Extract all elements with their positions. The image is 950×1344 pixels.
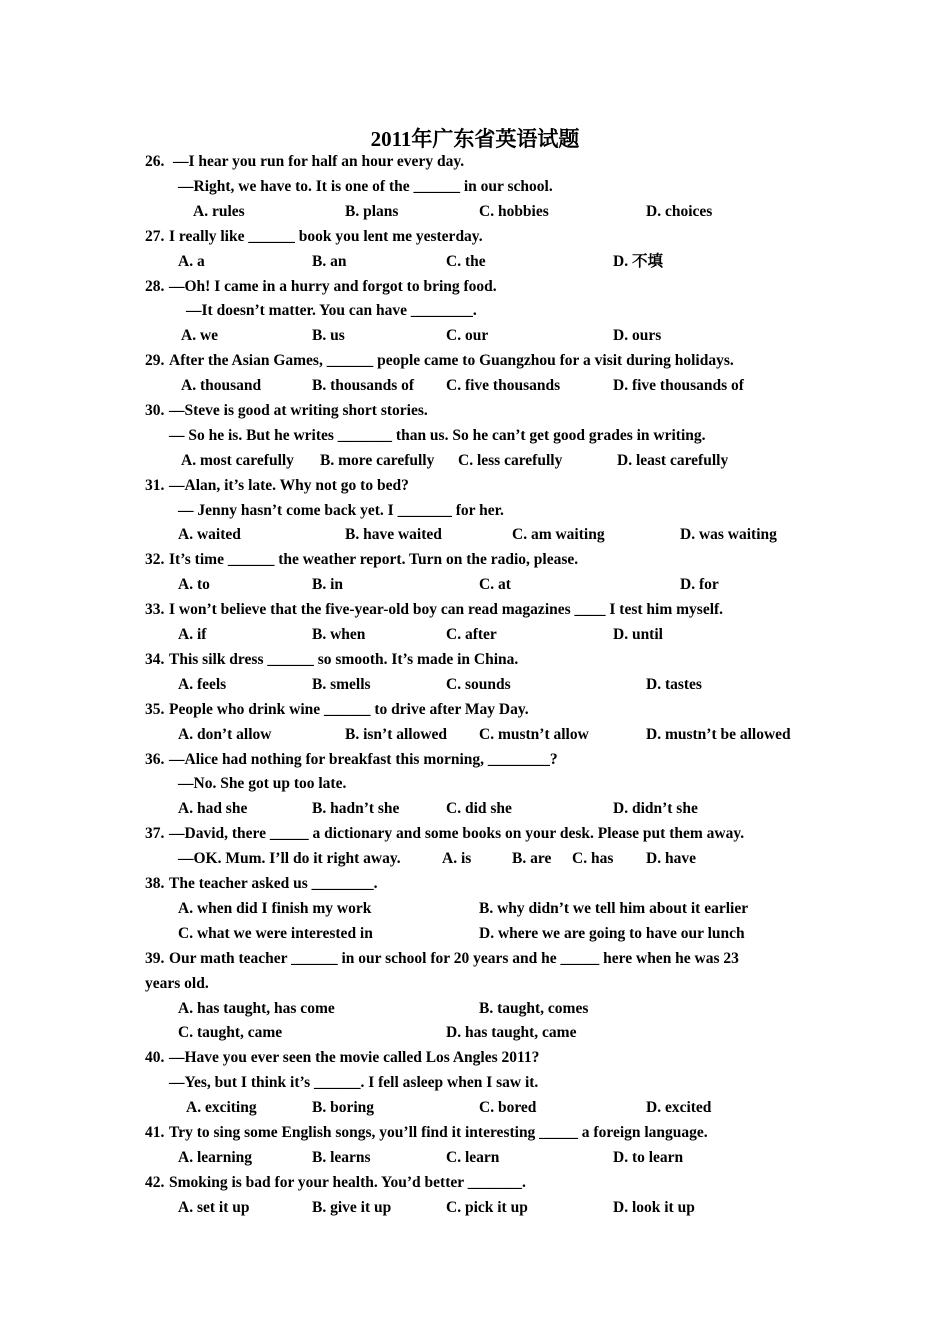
answer-option-a: A. when did I finish my work bbox=[178, 900, 372, 917]
answer-option-c: C. our bbox=[446, 327, 489, 344]
answer-option-c: C. am waiting bbox=[512, 526, 605, 543]
question-line bbox=[0, 249, 950, 274]
answer-option-c: C. at bbox=[479, 576, 511, 593]
answer-option-d: D. for bbox=[680, 576, 719, 593]
question-line bbox=[0, 647, 950, 672]
answer-option-d: D. didn’t she bbox=[613, 800, 698, 817]
question-line bbox=[0, 722, 950, 747]
answer-option-d: D. five thousands of bbox=[613, 377, 744, 394]
question-number: 29. bbox=[145, 352, 165, 369]
question-stem-continued: —No. She got up too late. bbox=[178, 775, 347, 792]
question-stem: Try to sing some English songs, you’ll find it interesting _____ a foreign language. bbox=[169, 1124, 708, 1141]
question-line bbox=[0, 821, 950, 846]
answer-option-d: D. has taught, came bbox=[446, 1024, 577, 1041]
question-line bbox=[0, 896, 950, 921]
question-stem: —David, there _____ a dictionary and some books on your desk. Please put them away. bbox=[169, 825, 745, 842]
answer-option-a: A. a bbox=[178, 253, 205, 270]
answer-option-a: A. set it up bbox=[178, 1199, 250, 1216]
question-line bbox=[0, 1045, 950, 1070]
question-line bbox=[0, 1170, 950, 1195]
question-stem-continued: —Yes, but I think it’s ______. I fell asleep when I saw it. bbox=[169, 1074, 539, 1091]
answer-option-a: A. we bbox=[181, 327, 219, 344]
question-line bbox=[0, 1195, 950, 1220]
question-line bbox=[0, 946, 950, 971]
answer-option-b: B. in bbox=[312, 576, 344, 593]
answer-option-c: C. bored bbox=[479, 1099, 537, 1116]
answer-option-c: C. what we were interested in bbox=[178, 925, 373, 942]
question-line bbox=[0, 1145, 950, 1170]
question-line bbox=[0, 1020, 950, 1045]
question-line bbox=[0, 597, 950, 622]
question-number: 26. bbox=[145, 153, 165, 170]
answer-option-b: B. have waited bbox=[345, 526, 442, 543]
question-stem-continued: years old. bbox=[145, 975, 209, 992]
answer-option-d: D. look it up bbox=[613, 1199, 695, 1216]
question-line bbox=[0, 697, 950, 722]
question-line bbox=[0, 796, 950, 821]
question-number: 31. bbox=[145, 477, 165, 494]
question-line bbox=[0, 572, 950, 597]
page-title: 2011年广东省英语试题 bbox=[370, 127, 580, 151]
question-line bbox=[0, 622, 950, 647]
question-stem: I really like ______ book you lent me yesterday. bbox=[169, 228, 483, 245]
question-line bbox=[0, 547, 950, 572]
question-line bbox=[0, 398, 950, 423]
question-stem-continued: —It doesn’t matter. You can have ________. bbox=[186, 302, 477, 319]
answer-option-b: B. more carefully bbox=[320, 452, 435, 469]
answer-option-c: C. did she bbox=[446, 800, 512, 817]
question-number: 32. bbox=[145, 551, 165, 568]
question-line bbox=[0, 423, 950, 448]
question-line bbox=[0, 224, 950, 249]
answer-option-b: B. taught, comes bbox=[479, 1000, 589, 1017]
question-stem: After the Asian Games, ______ people came to Guangzhou for a visit during holidays. bbox=[169, 352, 734, 369]
answer-option-b: B. why didn’t we tell him about it earlier bbox=[479, 900, 749, 917]
question-number: 33. bbox=[145, 601, 165, 618]
question-stem: —Alan, it’s late. Why not go to bed? bbox=[169, 477, 409, 494]
answer-option-c: C. has bbox=[572, 850, 614, 867]
answer-option-b: B. us bbox=[312, 327, 345, 344]
answer-option-a: A. don’t allow bbox=[178, 726, 272, 743]
question-stem-continued: — Jenny hasn’t come back yet. I _______ for her. bbox=[178, 502, 504, 519]
answer-option-a: A. is bbox=[442, 850, 472, 867]
question-line bbox=[0, 473, 950, 498]
answer-option-b: B. give it up bbox=[312, 1199, 392, 1216]
answer-option-a: A. exciting bbox=[186, 1099, 257, 1116]
answer-option-c: C. the bbox=[446, 253, 486, 270]
question-line bbox=[0, 771, 950, 796]
question-line bbox=[0, 871, 950, 896]
question-line bbox=[0, 373, 950, 398]
question-number: 27. bbox=[145, 228, 165, 245]
question-line bbox=[0, 149, 950, 174]
answer-option-d: D. until bbox=[613, 626, 663, 643]
answer-option-c: C. five thousands bbox=[446, 377, 561, 394]
question-stem: —Steve is good at writing short stories. bbox=[169, 402, 428, 419]
answer-option-c: C. sounds bbox=[446, 676, 511, 693]
question-number: 42. bbox=[145, 1174, 165, 1191]
question-stem: —Alice had nothing for breakfast this morning, ________? bbox=[169, 751, 558, 768]
answer-option-b: B. are bbox=[512, 850, 552, 867]
question-number: 36. bbox=[145, 751, 165, 768]
answer-option-a: A. most carefully bbox=[181, 452, 294, 469]
answer-option-b: B. smells bbox=[312, 676, 371, 693]
answer-option-b: B. isn’t allowed bbox=[345, 726, 448, 743]
question-stem: Our math teacher ______ in our school for 20 years and he _____ here when he was 23 bbox=[169, 950, 739, 967]
answer-option-d: D. to learn bbox=[613, 1149, 684, 1166]
question-number: 28. bbox=[145, 278, 165, 295]
question-stem: Smoking is bad for your health. You’d better _______. bbox=[169, 1174, 526, 1191]
question-stem: —Oh! I came in a hurry and forgot to bring food. bbox=[169, 278, 497, 295]
question-stem: —I hear you run for half an hour every day. bbox=[173, 153, 465, 170]
question-line bbox=[0, 448, 950, 473]
question-line bbox=[0, 971, 950, 996]
answer-option-a: A. feels bbox=[178, 676, 227, 693]
answer-option-a: A. rules bbox=[193, 203, 245, 220]
question-line bbox=[0, 323, 950, 348]
question-number: 34. bbox=[145, 651, 165, 668]
question-stem-continued: —Right, we have to. It is one of the ______ in our school. bbox=[178, 178, 553, 195]
question-number: 38. bbox=[145, 875, 165, 892]
answer-option-c: C. mustn’t allow bbox=[479, 726, 589, 743]
question-line bbox=[0, 921, 950, 946]
question-stem: This silk dress ______ so smooth. It’s made in China. bbox=[169, 651, 519, 668]
question-stem: I won’t believe that the five-year-old boy can read magazines ____ I test him myself. bbox=[169, 601, 724, 618]
question-line bbox=[0, 348, 950, 373]
question-stem: It’s time ______ the weather report. Turn on the radio, please. bbox=[169, 551, 579, 568]
answer-option-a: A. to bbox=[178, 576, 210, 593]
question-line bbox=[0, 672, 950, 697]
answer-option-d: D. 不填 bbox=[613, 253, 663, 270]
answer-option-c: C. less carefully bbox=[458, 452, 563, 469]
answer-option-a: A. had she bbox=[178, 800, 248, 817]
question-stem-continued: — So he is. But he writes _______ than us. So he can’t get good grades in writing. bbox=[169, 427, 706, 444]
question-stem: —Have you ever seen the movie called Los Angles 2011? bbox=[169, 1049, 540, 1066]
question-line bbox=[0, 1120, 950, 1145]
question-number: 30. bbox=[145, 402, 165, 419]
question-number: 39. bbox=[145, 950, 165, 967]
answer-option-c: C. taught, came bbox=[178, 1024, 283, 1041]
question-stem: People who drink wine ______ to drive after May Day. bbox=[169, 701, 529, 718]
answer-option-d: D. choices bbox=[646, 203, 713, 220]
answer-option-d: D. was waiting bbox=[680, 526, 777, 543]
answer-option-b: B. when bbox=[312, 626, 366, 643]
answer-option-a: A. learning bbox=[178, 1149, 253, 1166]
question-stem-continued: —OK. Mum. I’ll do it right away. bbox=[178, 850, 401, 867]
question-line bbox=[0, 996, 950, 1021]
question-line bbox=[0, 522, 950, 547]
question-line bbox=[0, 498, 950, 523]
answer-option-b: B. hadn’t she bbox=[312, 800, 400, 817]
question-number: 40. bbox=[145, 1049, 165, 1066]
answer-option-c: C. pick it up bbox=[446, 1199, 528, 1216]
answer-option-c: C. learn bbox=[446, 1149, 500, 1166]
question-line bbox=[0, 199, 950, 224]
answer-option-d: D. have bbox=[646, 850, 696, 867]
answer-option-a: A. waited bbox=[178, 526, 241, 543]
question-line bbox=[0, 174, 950, 199]
question-number: 35. bbox=[145, 701, 165, 718]
question-line bbox=[0, 846, 950, 871]
answer-option-b: B. learns bbox=[312, 1149, 371, 1166]
question-stem: The teacher asked us ________. bbox=[169, 875, 378, 892]
question-line bbox=[0, 747, 950, 772]
answer-option-d: D. where we are going to have our lunch bbox=[479, 925, 745, 942]
answer-option-a: A. thousand bbox=[181, 377, 262, 394]
answer-option-b: B. thousands of bbox=[312, 377, 415, 394]
question-line bbox=[0, 1095, 950, 1120]
question-line bbox=[0, 274, 950, 299]
answer-option-d: D. mustn’t be allowed bbox=[646, 726, 791, 743]
answer-option-a: A. has taught, has come bbox=[178, 1000, 335, 1017]
answer-option-b: B. plans bbox=[345, 203, 399, 220]
question-number: 37. bbox=[145, 825, 165, 842]
answer-option-d: D. ours bbox=[613, 327, 662, 344]
answer-option-b: B. boring bbox=[312, 1099, 375, 1116]
question-line bbox=[0, 298, 950, 323]
question-number: 41. bbox=[145, 1124, 165, 1141]
question-line bbox=[0, 1070, 950, 1095]
answer-option-c: C. after bbox=[446, 626, 497, 643]
answer-option-d: D. least carefully bbox=[617, 452, 729, 469]
answer-option-d: D. tastes bbox=[646, 676, 702, 693]
answer-option-b: B. an bbox=[312, 253, 347, 270]
answer-option-c: C. hobbies bbox=[479, 203, 549, 220]
answer-option-a: A. if bbox=[178, 626, 207, 643]
answer-option-d: D. excited bbox=[646, 1099, 712, 1116]
